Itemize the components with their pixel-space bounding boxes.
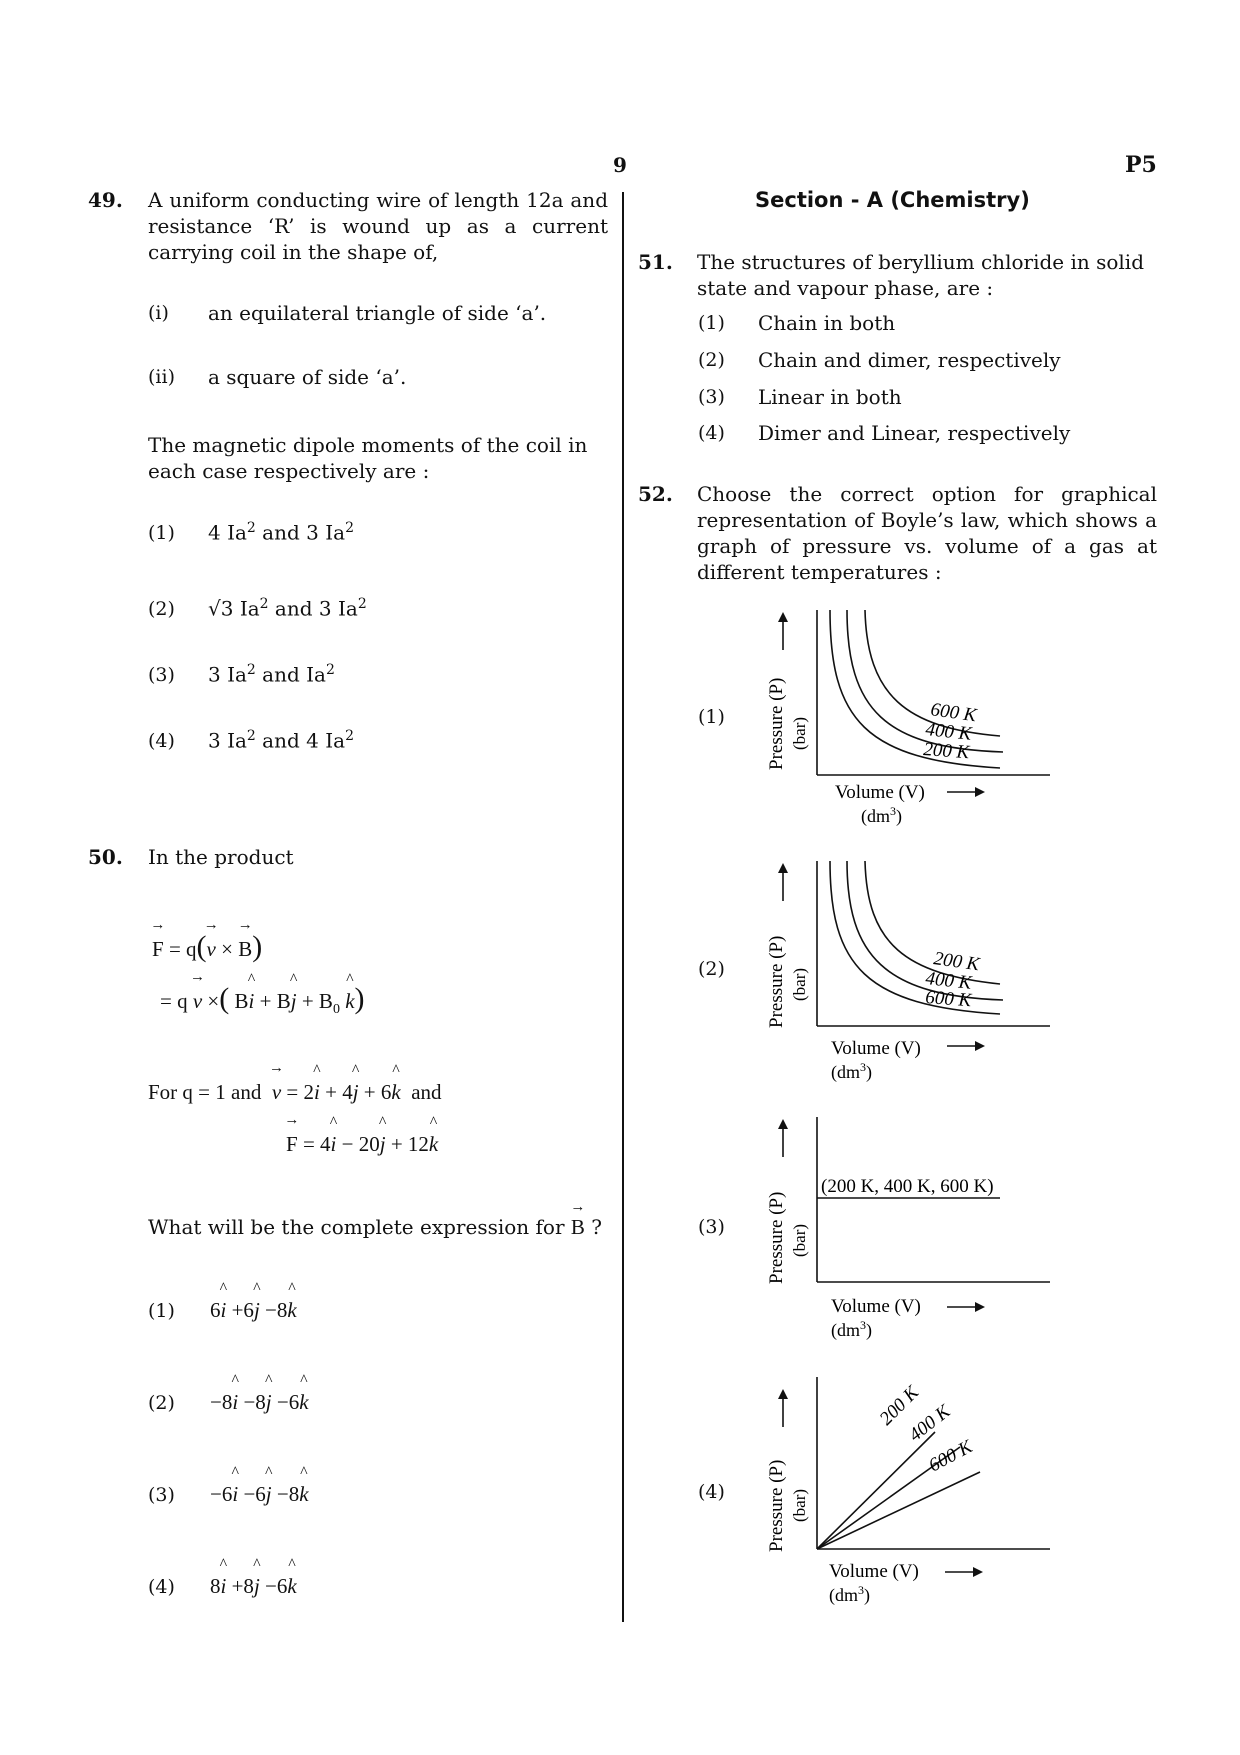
- equation-force: → F = 4^ i − 20^ j + 12^ k: [286, 1132, 438, 1157]
- q52-option-4-number[interactable]: (4): [698, 1481, 725, 1503]
- graph2-label-200k: 200 K: [932, 948, 981, 976]
- option-number: (3): [148, 1484, 175, 1506]
- coef: −8: [265, 1298, 288, 1322]
- coef: −8: [210, 1390, 233, 1414]
- graph4-y-label: Pressure (P): [766, 1459, 787, 1552]
- option-number: (1): [698, 312, 725, 334]
- equation-velocity: For q = 1 and → v = 2^ i + 4^ j + 6^ k and: [148, 1080, 442, 1105]
- exponent: 2: [246, 728, 256, 744]
- question-49-number: 49.: [88, 188, 123, 212]
- question-50-prompt: What will be the complete expression for → B ?: [148, 1214, 602, 1240]
- graph4-x-unit: $(dm^3)$: [829, 1583, 870, 1605]
- coef: +6: [231, 1298, 254, 1322]
- exponent: 2: [246, 662, 256, 678]
- option-text: and 4 Ia: [255, 728, 346, 753]
- graph3-x-unit: $(dm^3)$: [831, 1318, 872, 1340]
- question-51-number: 51.: [638, 250, 673, 274]
- exponent: 2: [246, 520, 256, 536]
- graph1-label-600k: 600 K: [929, 699, 978, 727]
- option-text: 3 Ia: [208, 728, 247, 753]
- option-number: (1): [148, 1300, 175, 1322]
- paper-code: P5: [1125, 152, 1157, 178]
- option-text: and 3 Ia: [255, 520, 346, 545]
- coef: −6: [265, 1574, 288, 1598]
- option-number: (2): [698, 349, 725, 371]
- coef: −6: [276, 1390, 300, 1414]
- graph2-y-unit: (bar): [790, 967, 809, 1001]
- graph1-x-label: Volume (V): [835, 782, 925, 803]
- coef: −6: [210, 1482, 233, 1506]
- column-divider: [622, 192, 624, 1622]
- question-50-number: 50.: [88, 845, 123, 869]
- curve-200k: [830, 610, 1000, 768]
- line-200k: [817, 1432, 935, 1549]
- equation-line-1: → F = q(→ v × → B): [152, 930, 262, 964]
- exponent: 2: [345, 520, 354, 536]
- page-number: 9: [613, 153, 627, 177]
- graph2-x-unit: $(dm^3)$: [831, 1060, 872, 1082]
- option-number: (3): [698, 386, 725, 408]
- option-text: Dimer and Linear, respectively: [758, 421, 1071, 445]
- coef: −8: [243, 1390, 266, 1414]
- q52-option-1-number[interactable]: (1): [698, 706, 725, 728]
- question-51-text: The structures of beryllium chloride in solid state and vapour phase, are :: [697, 250, 1144, 300]
- q52-option-2-number[interactable]: (2): [698, 958, 725, 980]
- coef: +8: [231, 1574, 254, 1598]
- graph2-y-label: Pressure (P): [766, 935, 787, 1028]
- question-52-number: 52.: [638, 482, 673, 506]
- coef: 8: [210, 1574, 221, 1598]
- graph3-label: (200 K, 400 K, 600 K): [821, 1176, 994, 1197]
- prompt-text: What will be the complete expression for: [148, 1215, 565, 1239]
- question-52-text: Choose the correct option for graphical representation of Boyle’s law, which shows a graph of pressure vs. volume of a gas at different temperatures :: [697, 482, 1157, 584]
- graph2-label-400k: 400 K: [924, 968, 973, 994]
- graph1-y-unit: (bar): [790, 716, 809, 750]
- coef: 6: [210, 1298, 221, 1322]
- graph2-x-label: Volume (V): [831, 1038, 921, 1059]
- question-49-text: A uniform conducting wire of length 12a and resistance ‘R’ is wound up as a current carrying coil in the shape of,: [148, 188, 608, 264]
- option-text: and Ia: [255, 662, 326, 687]
- graph-option-4: [755, 1372, 1055, 1617]
- graph1-x-unit: $(dm^3)$: [861, 804, 902, 826]
- option-number: (2): [148, 1392, 175, 1414]
- graph4-label-400k: 400 K: [905, 1401, 955, 1446]
- graph1-label-400k: 400 K: [924, 719, 973, 745]
- option-text: 3 Ia: [208, 662, 247, 687]
- option-expression: −8^ i −8^ j −6^ k: [210, 1390, 309, 1415]
- q49-sub-i-num: (i): [148, 302, 169, 324]
- curve-600k: [830, 861, 1000, 1014]
- graph-option-3: [755, 1112, 1055, 1352]
- option-expression: 8^ i +8^ j −6^ k: [210, 1574, 297, 1599]
- for-q-label: For q = 1 and: [148, 1080, 262, 1104]
- graph4-label-600k: 600 K: [925, 1436, 976, 1477]
- coef: −6: [243, 1482, 266, 1506]
- question-49-prompt: The magnetic dipole moments of the coil in each case respectively are :: [148, 433, 588, 483]
- option-text: Chain and dimer, respectively: [758, 348, 1061, 372]
- graph4-label-200k: 200 K: [875, 1382, 924, 1430]
- graph1-label-200k: 200 K: [922, 739, 970, 764]
- and-word: and: [411, 1080, 442, 1104]
- graph4-x-label: Volume (V): [829, 1561, 919, 1582]
- question-mark: ?: [591, 1215, 602, 1239]
- coef: −8: [276, 1482, 300, 1506]
- equation-line-2: = q → v ×( B^ i + B^ $j + B_0$ ^ k): [160, 982, 365, 1018]
- graph3-x-label: Volume (V): [831, 1296, 921, 1317]
- exponent: 2: [357, 596, 367, 612]
- q49-sub-ii-text: a square of side ‘a’.: [208, 365, 407, 389]
- exponent: 2: [345, 728, 354, 744]
- q49-sub-i-text: an equilateral triangle of side ‘a’.: [208, 301, 547, 325]
- section-title: Section - A (Chemistry): [755, 188, 1030, 212]
- line-600k: [817, 1472, 980, 1549]
- graph-option-1: [755, 600, 1055, 840]
- option-text: Linear in both: [758, 385, 902, 409]
- graph2-label-600k: 600 K: [924, 987, 972, 1012]
- option-number: (3): [148, 664, 175, 686]
- graph1-y-label: Pressure (P): [766, 677, 787, 770]
- option-number: (4): [698, 422, 725, 444]
- root-3: √3: [208, 596, 234, 621]
- q49-sub-ii-num: (ii): [148, 366, 175, 388]
- option-expression: 6^ i +6^ j −8^ k: [210, 1298, 297, 1323]
- option-number: (1): [148, 522, 175, 544]
- q52-option-3-number[interactable]: (3): [698, 1216, 725, 1238]
- graph-option-2: [755, 856, 1055, 1096]
- option-expression: −6^ i −6^ j −8^ k: [210, 1482, 309, 1507]
- option-text: Chain in both: [758, 311, 896, 335]
- option-text: 4 Ia: [208, 520, 247, 545]
- option-text: Ia: [233, 596, 260, 621]
- graph4-y-unit: (bar): [790, 1488, 809, 1522]
- graph3-y-label: Pressure (P): [766, 1191, 787, 1284]
- option-number: (4): [148, 1576, 175, 1598]
- exponent: 2: [325, 662, 335, 678]
- option-number: (2): [148, 598, 175, 620]
- exponent: 2: [259, 596, 269, 612]
- option-text: and 3 Ia: [268, 596, 358, 621]
- graph3-y-unit: (bar): [790, 1223, 809, 1257]
- option-number: (4): [148, 730, 175, 752]
- question-50-text: In the product: [148, 845, 294, 869]
